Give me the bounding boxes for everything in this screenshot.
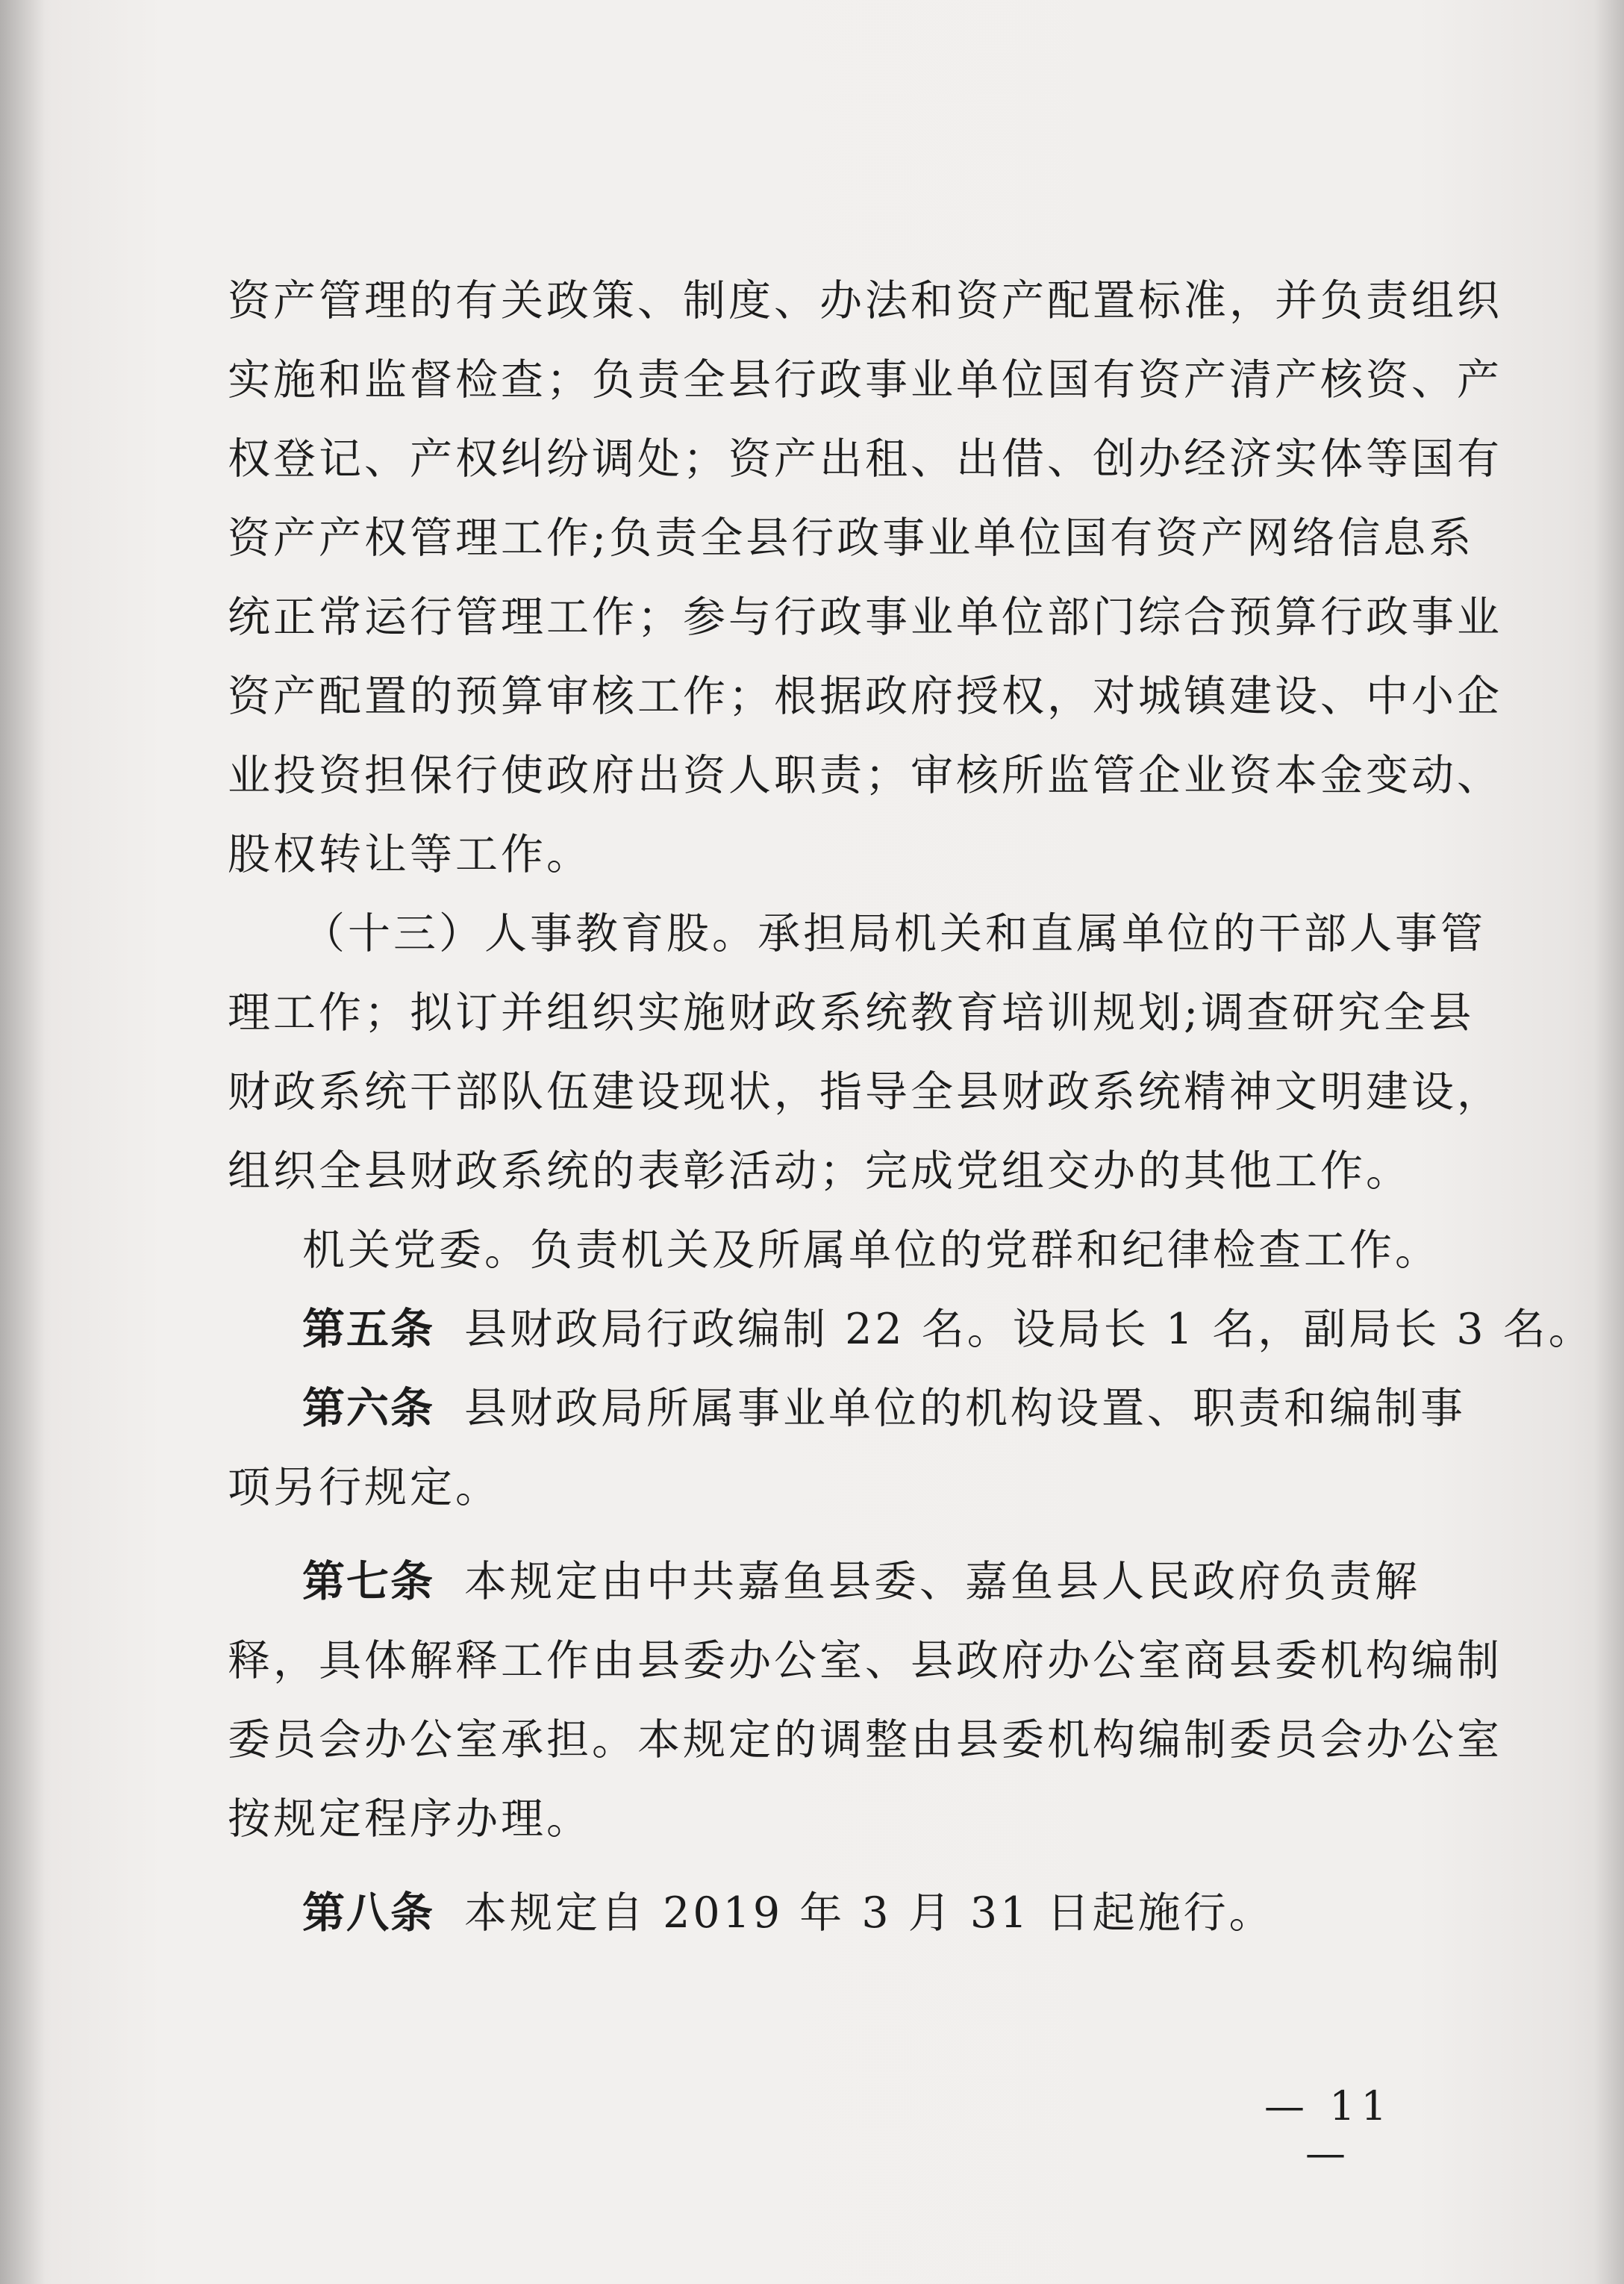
article-5 <box>228 1290 1594 1369</box>
text-line: 委员会办公室承担。本规定的调整由县委机构编制委员会办公室 <box>228 1715 1502 1765</box>
section-personnel-education <box>228 894 1502 1211</box>
text-line: 资产产权管理工作;负责全县行政事业单位国有资产网络信息系 <box>228 514 1475 563</box>
text-line: 财政系统干部队伍建设现状，指导全县财政系统精神文明建设， <box>228 1067 1502 1117</box>
article-label: 第六条 <box>302 1383 434 1433</box>
text-line: 释，具体解释工作由县委办公室、县政府办公室商县委机构编制 <box>228 1636 1502 1685</box>
article-text: 县财政局行政编制 22 名。设局长 1 名，副局长 3 名。 <box>464 1305 1594 1354</box>
text-line: 按规定程序办理。 <box>228 1794 592 1844</box>
text-line: 理工作；拟订并组织实施财政系统教育培训规划;调查研究全县 <box>228 988 1475 1038</box>
text-line: 权登记、产权纠纷调处；资产出租、出借、创办经济实体等国有 <box>228 434 1502 484</box>
article-text: 县财政局所属事业单位的机构设置、职责和编制事 <box>464 1384 1466 1433</box>
text-line: 资产管理的有关政策、制度、办法和资产配置标准，并负责组织 <box>228 276 1502 325</box>
text-line: 项另行规定。 <box>228 1463 501 1512</box>
paragraph-continuation <box>228 261 1502 894</box>
article-first-line <box>228 1369 1466 1448</box>
article-first-line <box>228 1542 1459 1621</box>
text-line: 资产配置的预算审核工作；根据政府授权，对城镇建设、中小企 <box>228 672 1502 721</box>
article-label: 第八条 <box>302 1888 434 1938</box>
paragraph-gap <box>228 1527 1459 1542</box>
article-text: 本规定自 2019 年 3 月 31 日起施行。 <box>464 1888 1275 1938</box>
text-line: 业投资担保行使政府出资人职责；审核所监管企业资本金变动、 <box>228 751 1502 800</box>
document-body <box>228 261 1594 1953</box>
article-text: 本规定由中共嘉鱼县委、嘉鱼县人民政府负责解 <box>464 1557 1420 1606</box>
article-label: 第五条 <box>302 1304 434 1354</box>
article-label: 第七条 <box>302 1556 434 1606</box>
text-line: 实施和监督检查；负责全县行政事业单位国有资产清产核资、产 <box>228 355 1502 405</box>
text-line: 股权转让等工作。 <box>228 830 592 879</box>
article-6 <box>228 1369 1466 1527</box>
party-committee-paragraph: 机关党委。负责机关及所属单位的党群和纪律检查工作。 <box>302 1226 1440 1275</box>
text-line: 组织全县财政系统的表彰活动；完成党组交办的其他工作。 <box>228 1146 1411 1196</box>
paragraph-gap <box>228 1859 1459 1873</box>
section-heading-line: （十三）人事教育股。承担局机关和直属单位的干部人事管 <box>302 909 1486 958</box>
page-number: — 11 — <box>1264 2082 1393 2177</box>
article-7 <box>228 1542 1502 1859</box>
text-line: 统正常运行管理工作；参与行政事业单位部门综合预算行政事业 <box>228 593 1502 642</box>
article-8 <box>228 1873 1459 1953</box>
